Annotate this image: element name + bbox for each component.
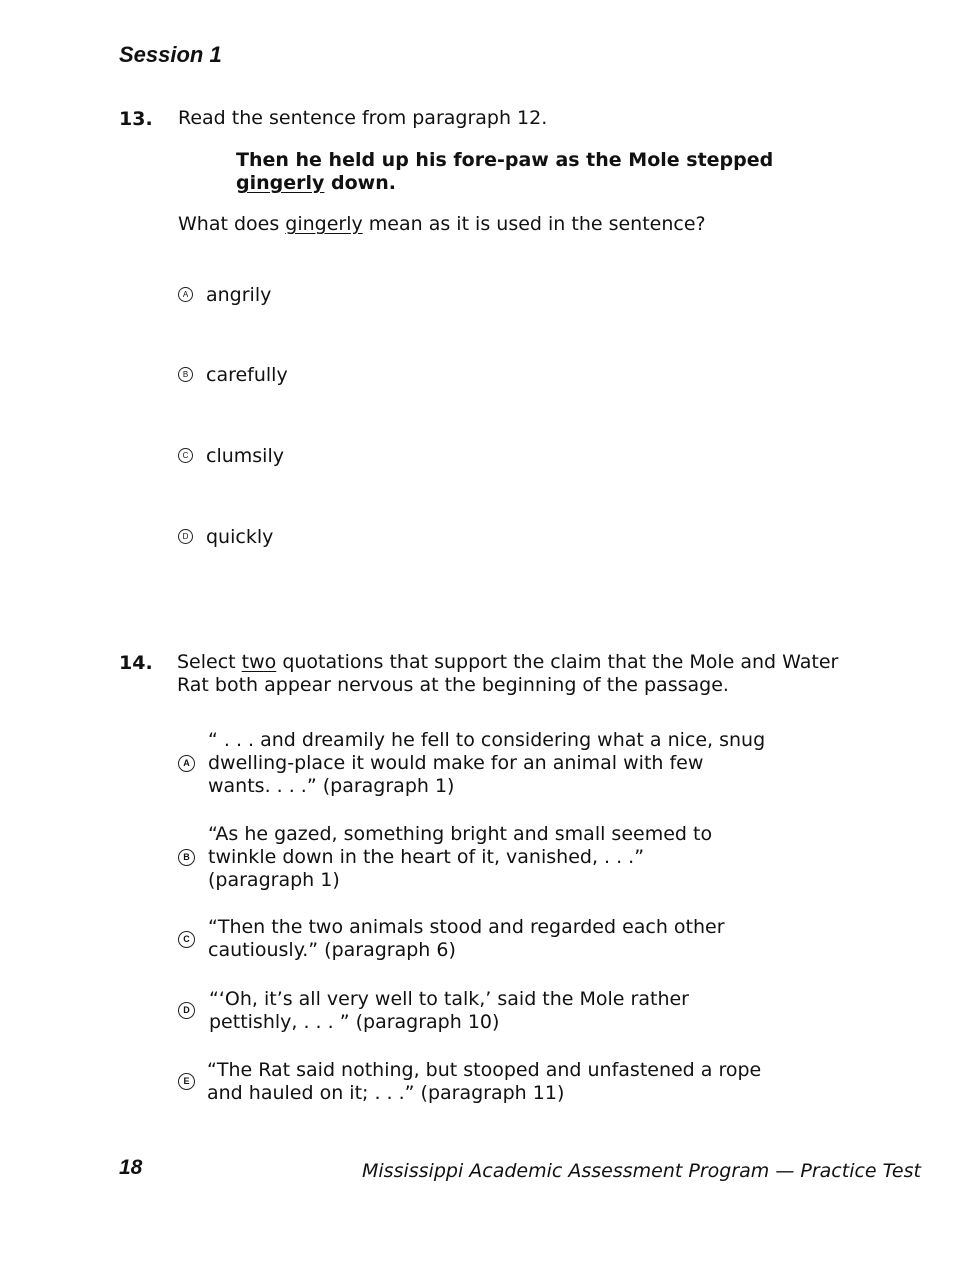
option-b-line: twinkle down in the heart of it, vanished, . . .” bbox=[208, 846, 645, 868]
option-c-line: “Then the two animals stood and regarded each other bbox=[208, 916, 725, 938]
prompt-text-line2: Rat both appear nervous at the beginning of the passage. bbox=[177, 674, 729, 696]
option-b-text bbox=[208, 823, 712, 892]
option-d-line: pettishly, . . . ” (paragraph 10) bbox=[209, 1011, 500, 1033]
answer-option-c[interactable] bbox=[178, 916, 798, 962]
answer-option-a[interactable] bbox=[178, 729, 798, 798]
option-e-text bbox=[207, 1059, 761, 1105]
option-b-bubble-icon[interactable]: B bbox=[178, 849, 195, 866]
option-c-text: clumsily bbox=[206, 445, 284, 467]
question-13-prompt bbox=[178, 213, 706, 236]
option-e-line: and hauled on it; . . .” (paragraph 11) bbox=[207, 1082, 565, 1104]
option-a-bubble-icon[interactable]: A bbox=[178, 755, 195, 772]
option-c-text bbox=[208, 916, 725, 962]
option-a-line: “ . . . and dreamily he fell to considering what a nice, snug bbox=[208, 729, 766, 751]
option-a-text: angrily bbox=[206, 284, 272, 306]
prompt-text-end: mean as it is used in the sentence? bbox=[362, 213, 706, 235]
question-14-number: 14. bbox=[119, 652, 153, 674]
option-c-line: cautiously.” (paragraph 6) bbox=[208, 939, 456, 961]
answer-option-c[interactable] bbox=[178, 445, 478, 469]
prompt-text: What does bbox=[178, 213, 286, 235]
page-number: 18 bbox=[119, 1156, 143, 1179]
quote-text: Then he held up his fore-paw as the Mole stepped bbox=[236, 149, 774, 171]
option-a-text bbox=[208, 729, 765, 798]
quote-text-end: down. bbox=[324, 172, 396, 194]
question-13-quote bbox=[236, 149, 796, 195]
option-b-line: (paragraph 1) bbox=[208, 869, 340, 891]
footer-title: Mississippi Academic Assessment Program — Practice Test bbox=[362, 1160, 921, 1182]
option-c-bubble-icon[interactable]: C bbox=[178, 448, 193, 463]
session-heading: Session 1 bbox=[119, 42, 222, 67]
answer-option-d[interactable] bbox=[178, 526, 478, 550]
question-13-intro: Read the sentence from paragraph 12. bbox=[178, 107, 548, 129]
option-d-text bbox=[209, 988, 689, 1034]
option-e-bubble-icon[interactable]: E bbox=[178, 1073, 195, 1090]
option-b-text: carefully bbox=[206, 364, 288, 386]
question-13-number: 13. bbox=[119, 108, 153, 130]
prompt-text: Select bbox=[177, 651, 242, 673]
option-a-line: wants. . . .” (paragraph 1) bbox=[208, 775, 455, 797]
prompt-target-word: gingerly bbox=[285, 213, 363, 235]
option-d-bubble-icon[interactable]: D bbox=[178, 529, 193, 544]
answer-option-b[interactable] bbox=[178, 364, 478, 388]
answer-option-a[interactable] bbox=[178, 284, 478, 308]
prompt-text-rest: quotations that support the claim that the Mole and Water bbox=[276, 651, 839, 673]
option-d-bubble-icon[interactable]: D bbox=[178, 1002, 195, 1019]
prompt-emphasis-word: two bbox=[241, 651, 277, 673]
option-c-bubble-icon[interactable]: C bbox=[178, 931, 195, 948]
answer-option-d[interactable] bbox=[178, 988, 798, 1034]
option-b-bubble-icon[interactable]: B bbox=[178, 367, 193, 382]
option-d-line: “‘Oh, it’s all very well to talk,’ said the Mole rather bbox=[209, 988, 689, 1010]
option-e-line: “The Rat said nothing, but stooped and unfastened a rope bbox=[207, 1059, 762, 1081]
question-14-prompt bbox=[177, 651, 838, 697]
option-a-line: dwelling-place it would make for an animal with few bbox=[208, 752, 704, 774]
answer-option-b[interactable] bbox=[178, 823, 798, 892]
option-d-text: quickly bbox=[206, 526, 274, 548]
quote-target-word: gingerly bbox=[236, 172, 325, 194]
option-a-bubble-icon[interactable]: A bbox=[178, 287, 193, 302]
option-b-line: “As he gazed, something bright and small seemed to bbox=[208, 823, 713, 845]
answer-option-e[interactable] bbox=[178, 1059, 798, 1105]
